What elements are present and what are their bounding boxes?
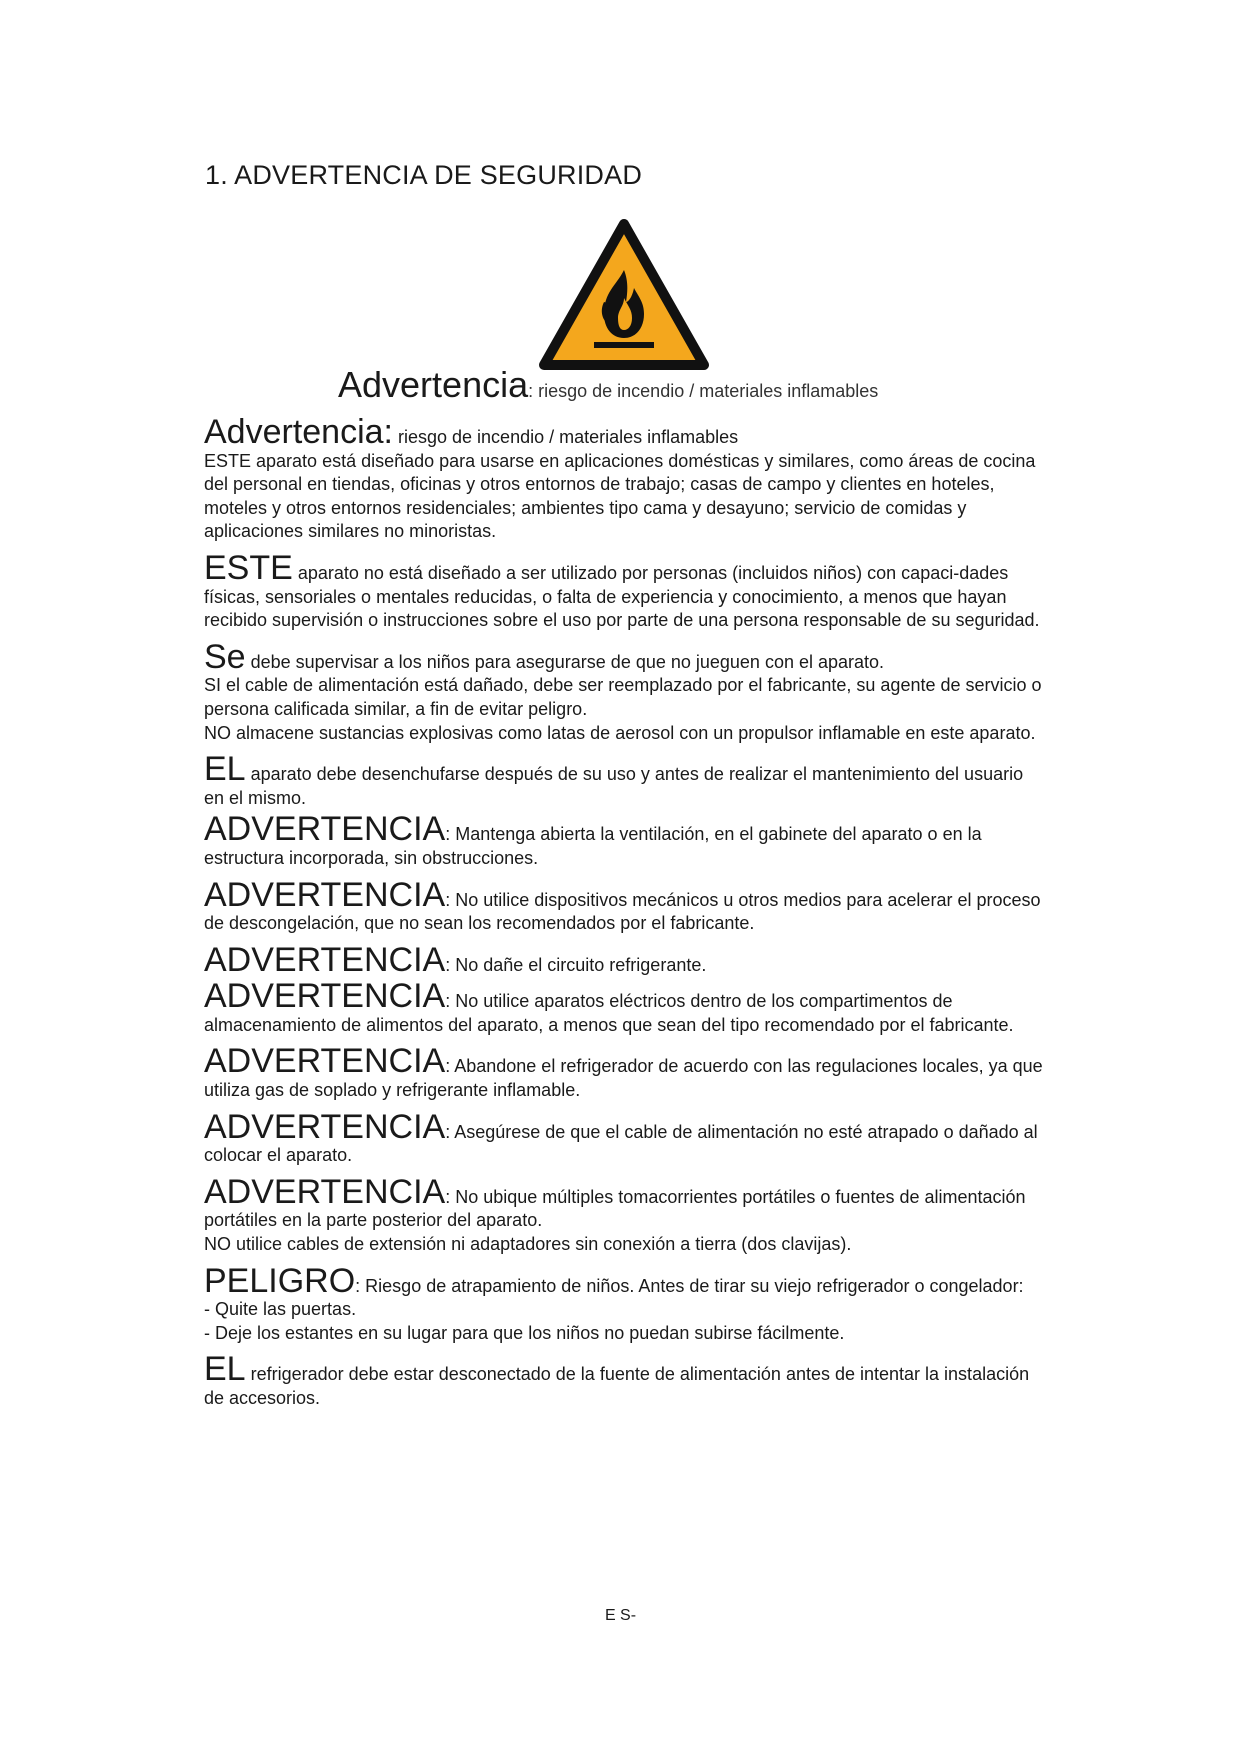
paragraph-text: aparato no está diseñado a ser utilizado por personas (incluidos niños) con capaci-dades físicas, sensoriales o mentales reducidas, o falta de experiencia y conocimiento, a menos que hayan recibido supervisión o instrucciones sobre el uso por parte de una persona responsable de su seguridad. [204, 562, 1040, 631]
warning-paragraph [204, 1350, 1044, 1410]
paragraph-lead: Se [204, 637, 246, 676]
paragraph-lead: ADVERTENCIA [204, 1107, 446, 1146]
paragraph-lead: PELIGRO [204, 1261, 356, 1300]
paragraph-lead: ADVERTENCIA [204, 940, 446, 979]
paragraph-text: : No ubique múltiples tomacorrientes portátiles o fuentes de alimentación portátiles en la parte posterior del aparato. [204, 1186, 1026, 1231]
paragraph-extra: ESTE aparato está diseñado para usarse en aplicaciones domésticas y similares, como áreas de cocina del personal en tiendas, oficinas y otros entornos de trabajo; casas de campo y clientes en hoteles, moteles y otros entornos residenciales; ambientes tipo cama y desayuno; servicio de comidas y aplicaciones similares no minoristas. [204, 450, 1036, 542]
flammable-warning-icon [538, 218, 710, 372]
paragraph-text: : No utilice dispositivos mecánicos u otros medios para acelerar el proceso de descongelación, que no sean los recomendados por el fabricante. [204, 889, 1041, 934]
paragraph-lead: ADVERTENCIA [204, 1172, 446, 1211]
sign-caption-lead: Advertencia [338, 364, 529, 405]
paragraph-text: : Mantenga abierta la ventilación, en el gabinete del aparato o en la estructura incorporada, sin obstrucciones. [204, 824, 982, 868]
warning-paragraph [204, 1261, 1044, 1346]
paragraph-lead: EL [204, 1350, 246, 1389]
paragraph-text: riesgo de incendio / materiales inflamables [393, 427, 739, 447]
paragraph-text: aparato debe desenchufarse después de su uso y antes de realizar el mantenimiento del usuario en el mismo. [204, 764, 1024, 808]
paragraph-text: : No utilice aparatos eléctricos dentro de los compartimentos de almacenamiento de alimentos del aparato, a menos que sean del tipo recomendado por el fabricante. [204, 991, 1014, 1035]
section-heading: 1. ADVERTENCIA DE SEGURIDAD [205, 160, 643, 190]
paragraph-extra: - Quite las puertas. [204, 1299, 357, 1320]
warning-paragraph [204, 413, 1044, 544]
warning-paragraph [204, 637, 1044, 745]
paragraph-text: : Riesgo de atrapamiento de niños. Antes de tirar su viejo refrigerador o congelador: [355, 1275, 1024, 1296]
warning-paragraph [204, 875, 1044, 936]
warning-paragraph [204, 810, 1044, 870]
paragraph-lead: ADVERTENCIA [204, 875, 446, 914]
paragraph-text: debe supervisar a los niños para asegurarse de que no jueguen con el aparato. [245, 651, 885, 672]
paragraph-lead: Advertencia: [204, 413, 393, 451]
warning-paragraph [204, 548, 1044, 633]
paragraph-lead: ADVERTENCIA [204, 1042, 446, 1081]
paragraph-extra: NO utilice cables de extensión ni adaptadores sin conexión a tierra (dos clavijas). [204, 1234, 852, 1255]
sign-caption [338, 364, 878, 406]
paragraph-text: : Asegúrese de que el cable de alimentación no esté atrapado o dañado al colocar el aparato. [204, 1121, 1038, 1166]
paragraph-lead: EL [204, 750, 246, 789]
page-footer: E S- [604, 1607, 637, 1624]
warning-paragraph [204, 750, 1044, 810]
warning-paragraph [204, 977, 1044, 1037]
paragraph-text: : No dañe el circuito refrigerante. [445, 954, 707, 975]
warning-paragraph [204, 1107, 1044, 1168]
paragraph-extra: NO almacene sustancias explosivas como latas de aerosol con un propulsor inflamable en este aparato. [204, 722, 1036, 743]
paragraph-extra: - Deje los estantes en su lugar para que los niños no puedan subirse fácilmente. [204, 1322, 845, 1343]
paragraph-lead: ADVERTENCIA [204, 810, 446, 849]
warning-paragraph [204, 940, 1044, 979]
warning-paragraph [204, 1172, 1044, 1257]
paragraph-lead: ADVERTENCIA [204, 977, 446, 1016]
sign-caption-text: : riesgo de incendio / materiales inflamables [528, 381, 879, 401]
paragraph-extra: SI el cable de alimentación está dañado, debe ser reemplazado por el fabricante, su agente de servicio o persona calificada similar, a fin de evitar peligro. [204, 675, 1042, 719]
paragraph-lead: ESTE [204, 548, 293, 587]
warning-paragraph [204, 1042, 1044, 1102]
paragraph-text: : Abandone el refrigerador de acuerdo con las regulaciones locales, ya que utiliza gas de soplado y refrigerante inflamable. [204, 1056, 1043, 1101]
paragraph-text: refrigerador debe estar desconectado de la fuente de alimentación antes de intentar la instalación de accesorios. [204, 1364, 1030, 1408]
warning-list [204, 413, 1044, 1420]
